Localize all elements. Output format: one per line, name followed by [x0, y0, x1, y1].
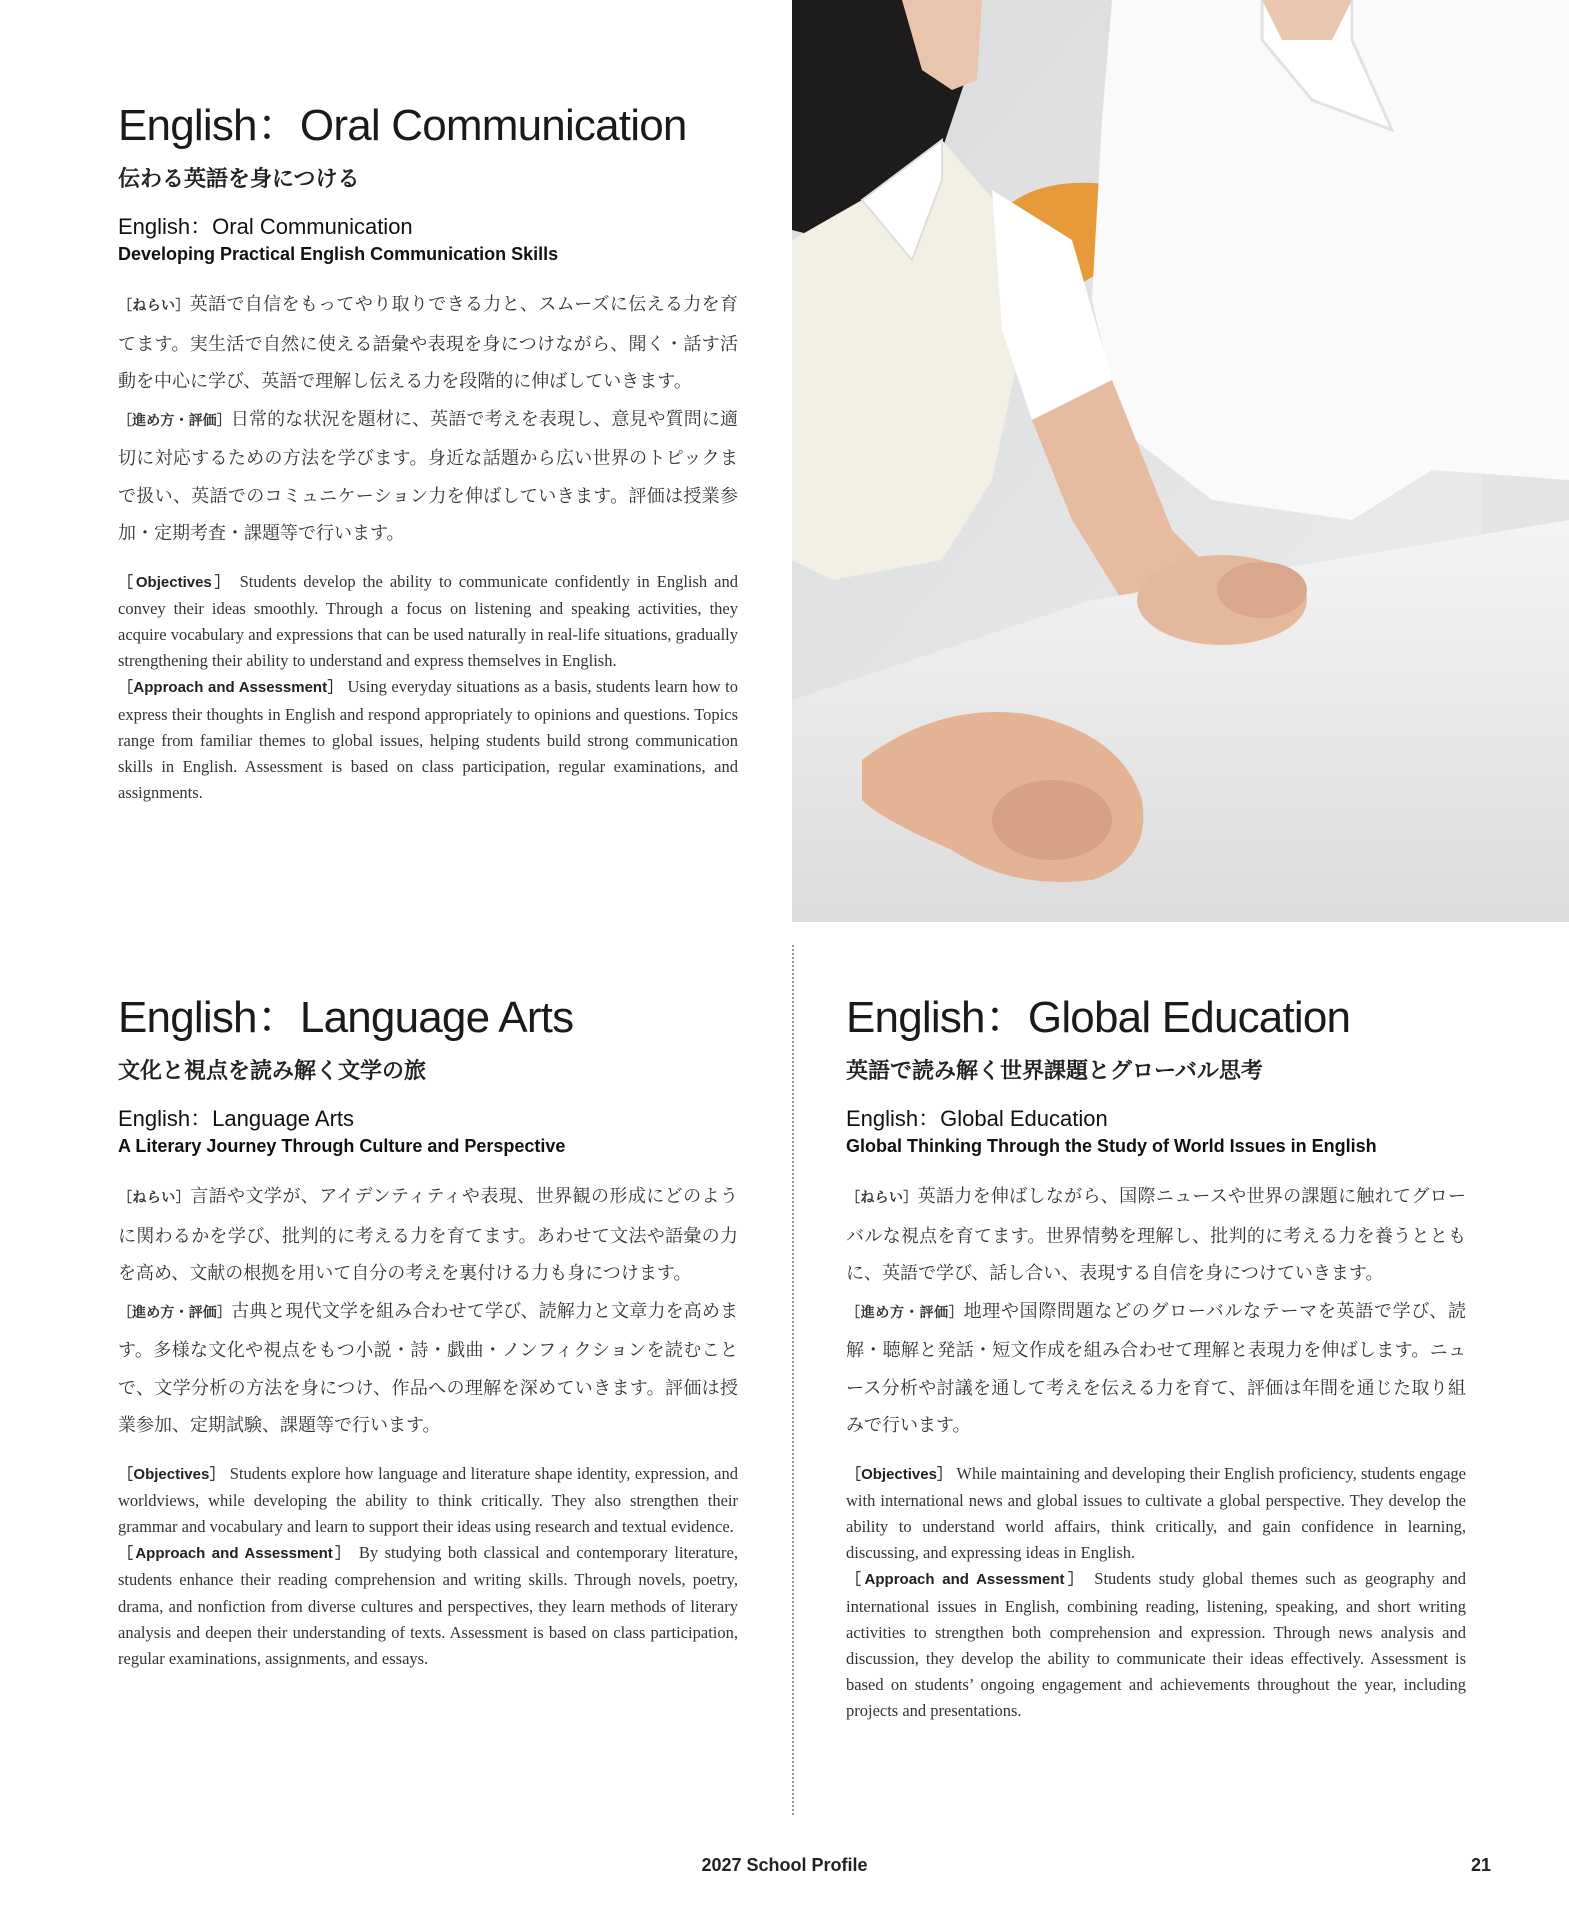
section-subtitle-jp: 文化と視点を読み解く文学の旅 [118, 1059, 427, 1084]
section-title: English：Language Arts [118, 993, 574, 1042]
method-tag: ［進め方・評価］ [118, 1304, 232, 1321]
japanese-description [846, 1178, 1466, 1445]
objectives-tag: ［Objectives］ [118, 573, 233, 591]
english-description [118, 1461, 738, 1673]
aim-text: 言語や文学が、アイデンティティや表現、世界観の形成にどのように関わるかを学び、批判的に考える力を育てます。あわせて文法や語彙の力を高め、文献の根拠を用いて自分の考えを裏付ける力も身につけます。 [118, 1186, 738, 1284]
method-text: 古典と現代文学を組み合わせて学び、読解力と文章力を高めます。多様な文化や視点をもつ小説・詩・戯曲・ノンフィクションを読むことで、文学分析の方法を身につけ、作品への理解を深めていきます。評価は授業参加、定期試験、課題等で行います。 [118, 1300, 738, 1436]
aim-paragraph [846, 1178, 1466, 1293]
section-subtitle-jp: 英語で読み解く世界課題とグローバル思考 [846, 1059, 1263, 1084]
students-illustration [792, 0, 1569, 922]
section-subtitle-jp: 伝わる英語を身につける [118, 167, 360, 192]
section-global-education [846, 990, 1466, 1725]
approach-paragraph [118, 674, 738, 806]
approach-tag: ［Approach and Assessment］ [118, 1545, 353, 1563]
objectives-paragraph [118, 1461, 738, 1541]
approach-text: Using everyday situations as a basis, students learn how to express their thoughts in English and respond appropriately to opinions and questions. Topics range from familiar themes to global issues, helping students build strong communication skills in English. Assessment is based on class participation, regular examinations, and assignments. [118, 677, 738, 803]
section-subtitle-en: English：Global Education [846, 1106, 1108, 1131]
objectives-paragraph [846, 1461, 1466, 1567]
section-oral-communication [118, 98, 738, 806]
section-tagline-en: Developing Practical English Communication Skills [118, 244, 559, 264]
approach-tag: ［Approach and Assessment］ [846, 1571, 1087, 1589]
column-divider [792, 945, 794, 1815]
japanese-description [118, 286, 738, 553]
page-number: 21 [1470, 1855, 1491, 1875]
method-text: 地理や国際問題などのグローバルなテーマを英語で学び、読解・聴解と発話・短文作成を組み合わせて理解と表現力を伸ばします。ニュース分析や討議を通して考えを伝える力を育て、評価は年間を通じた取り組みで行います。 [846, 1300, 1466, 1436]
objectives-tag: ［Objectives］ [846, 1465, 953, 1483]
method-paragraph [118, 401, 738, 553]
approach-paragraph [118, 1540, 738, 1672]
japanese-description [118, 1178, 738, 1445]
objectives-text: Students develop the ability to communicate confidently in English and convey their ideas smoothly. Through a focus on listening and speaking activities, they acquire vocabulary and expressions that can be used naturally in real-life situations, gradually strengthening their ability to understand and express themselves in English. [118, 571, 739, 671]
method-tag: ［進め方・評価］ [118, 412, 231, 429]
objectives-text: Students explore how language and literature shape identity, expression, and worldviews, while developing the ability to think critically. They also strengthen their grammar and vocabulary and learn to support their ideas using research and textual evidence. [118, 1463, 738, 1536]
objectives-tag: ［Objectives］ [118, 1465, 226, 1483]
aim-tag: ［ねらい］ [846, 1190, 918, 1206]
aim-text: 英語力を伸ばしながら、国際ニュースや世界の課題に触れてグローバルな視点を育てます。世界情勢を理解し、批判的に考える力を養うとともに、英語で学び、話し合い、表現する自信を身につけていきます。 [846, 1186, 1466, 1284]
english-description [846, 1461, 1466, 1725]
aim-paragraph [118, 1178, 738, 1293]
section-title: English：Oral Communication [118, 101, 687, 150]
aim-tag: ［ねらい］ [118, 1190, 191, 1206]
students-photo [792, 0, 1569, 922]
footer-title: 2027 School Profile [701, 1855, 868, 1875]
objectives-text: While maintaining and developing their English proficiency, students engage with international news and global issues to cultivate a global perspective. They develop the ability to understand world affairs, think critically, and gain confidence in learning, discussing, and expressing ideas in English. [846, 1463, 1467, 1563]
section-title: English：Global Education [846, 993, 1351, 1042]
aim-tag: ［ねらい］ [118, 298, 190, 314]
aim-text: 英語で自信をもってやり取りできる力と、スムーズに伝える力を育てます。実生活で自然に使える語彙や表現を身につけながら、聞く・話す活動を中心に学び、英語で理解し伝える力を段階的に伸ばしていきます。 [118, 294, 739, 392]
approach-paragraph [846, 1566, 1466, 1724]
section-subtitle-en: English：Oral Communication [118, 214, 413, 239]
method-paragraph [846, 1293, 1466, 1445]
section-language-arts [118, 990, 738, 1672]
method-paragraph [118, 1293, 738, 1445]
method-text: 日常的な状況を題材に、英語で考えを表現し、意見や質問に適切に対応するための方法を学びます。身近な話題から広い世界のトピックまで扱い、英語でのコミュニケーション力を伸ばしていきます。評価は授業参加・定期考査・課題等で行います。 [118, 408, 739, 544]
approach-text: Students study global themes such as geography and international issues in English, combining reading, listening, speaking, and short writing activities to strengthen both comprehension and expression. Through news analysis and discussion, they develop the ability to communicate their ideas effectively. Assessment is based on students’ ongoing engagement and achievements throughout the year, including projects and presentations. [846, 1569, 1467, 1721]
section-tagline-en: Global Thinking Through the Study of World Issues in English [846, 1136, 1377, 1156]
approach-tag: ［Approach and Assessment］ [118, 679, 343, 697]
objectives-paragraph [118, 569, 738, 675]
approach-text: By studying both classical and contemporary literature, students enhance their reading comprehension and writing skills. Through novels, poetry, drama, and nonfiction from diverse cultures and perspectives, they learn methods of literary analysis and deepen their understanding of texts. Assessment is based on class participation, regular examinations, assignments, and essays. [118, 1543, 738, 1668]
section-tagline-en: A Literary Journey Through Culture and Perspective [118, 1136, 566, 1156]
aim-paragraph [118, 286, 738, 401]
method-tag: ［進め方・評価］ [846, 1304, 964, 1321]
english-description [118, 569, 738, 807]
section-subtitle-en: English：Language Arts [118, 1106, 355, 1131]
